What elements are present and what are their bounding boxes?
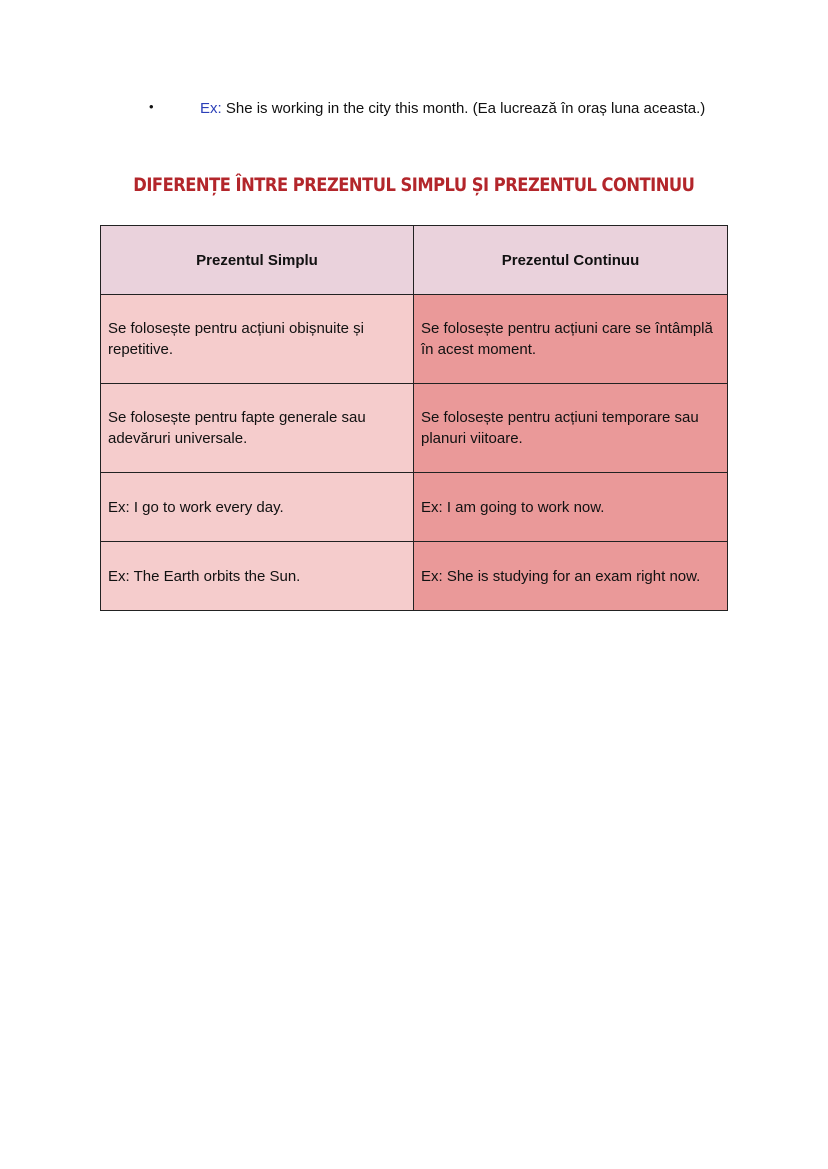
- table-cell-continuous: Se folosește pentru acțiuni temporare sau planuri viitoare.: [414, 384, 728, 473]
- table-row: [101, 295, 728, 384]
- table-row: [101, 384, 728, 473]
- table-cell-simple: Ex: The Earth orbits the Sun.: [101, 542, 414, 611]
- table-cell-simple: Se folosește pentru acțiuni obișnuite și repetitive.: [101, 295, 414, 384]
- example-label: Ex:: [200, 100, 222, 117]
- example-bullet: [0, 97, 828, 121]
- bullet-symbol: •: [149, 99, 154, 114]
- example-text: She is working in the city this month. (Ea lucrează în oraș luna aceasta.): [221, 100, 706, 117]
- header-present-continuous: Prezentul Continuu: [414, 226, 728, 295]
- table-cell-continuous: Ex: She is studying for an exam right now.: [414, 542, 728, 611]
- table-cell-continuous: Se folosește pentru acțiuni care se întâmplă în acest moment.: [414, 295, 728, 384]
- table-header-row: [101, 226, 728, 295]
- table-cell-simple: Ex: I go to work every day.: [101, 473, 414, 542]
- table-row: [101, 473, 728, 542]
- table-row: [101, 542, 728, 611]
- table-cell-simple: Se folosește pentru fapte generale sau adevăruri universale.: [101, 384, 414, 473]
- comparison-table: [100, 225, 728, 611]
- example-sentence: [200, 100, 705, 117]
- header-present-simple: Prezentul Simplu: [101, 226, 414, 295]
- table-cell-continuous: Ex: I am going to work now.: [414, 473, 728, 542]
- section-title: DIFERENȚE ÎNTRE PREZENTUL SIMPLU ȘI PREZENTUL CONTINUU: [133, 174, 695, 196]
